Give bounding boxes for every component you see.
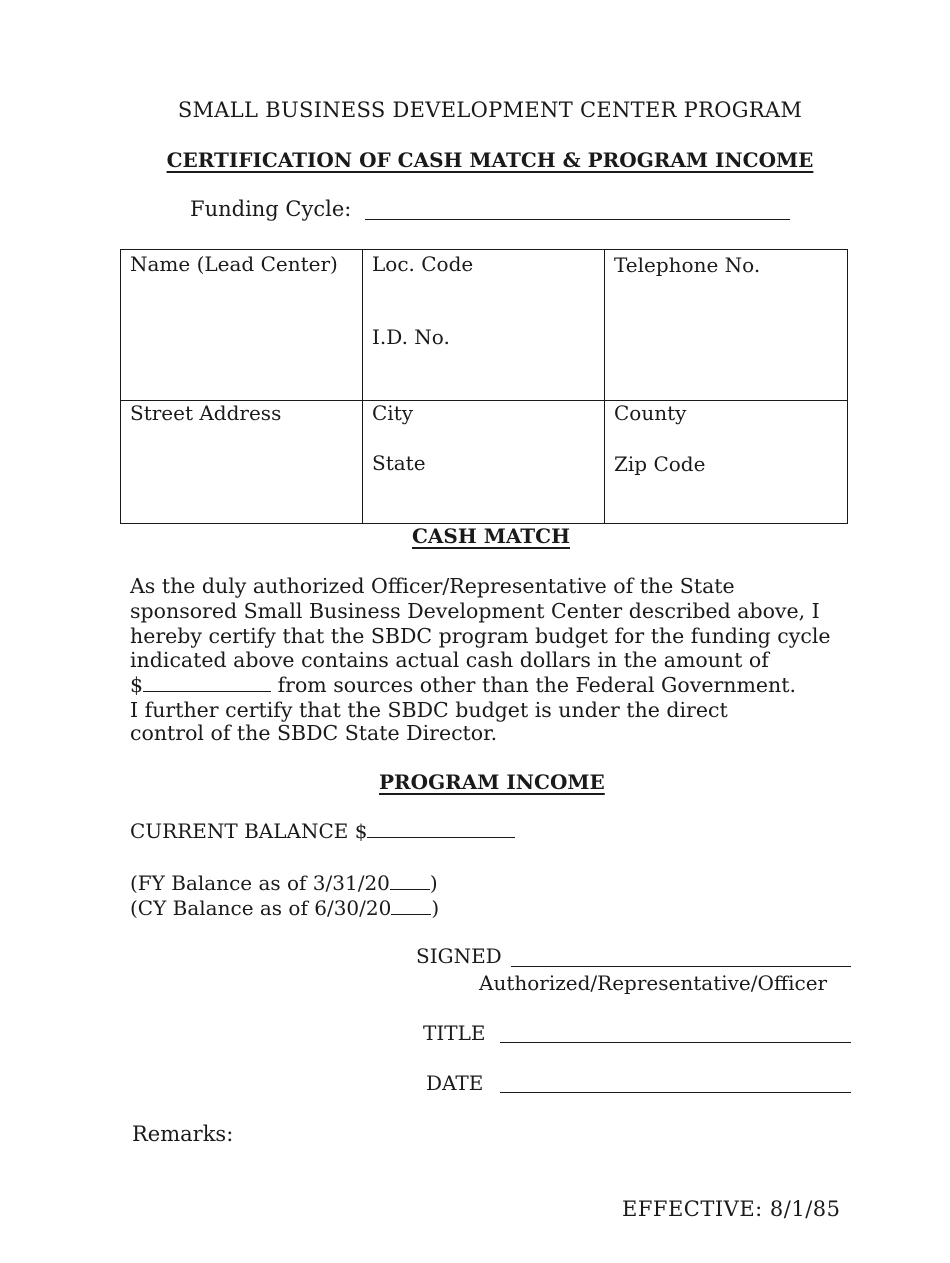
street-address-label: Street Address — [130, 401, 282, 425]
cash-match-line-1: As the duly authorized Officer/Representative of the State — [130, 574, 735, 598]
fy-balance-row — [130, 871, 438, 895]
effective-date: EFFECTIVE: 8/1/85 — [622, 1197, 841, 1221]
telephone-label: Telephone No. — [614, 253, 761, 277]
signed-field[interactable] — [511, 966, 851, 967]
cy-balance-label: (CY Balance as of 6/30/20 — [130, 896, 392, 920]
center-info-table — [120, 249, 848, 524]
telephone-cell[interactable] — [605, 250, 848, 401]
cash-match-line-2: sponsored Small Business Development Center described above, I — [130, 599, 820, 623]
current-balance-field[interactable] — [367, 836, 515, 838]
id-no-label: I.D. No. — [372, 325, 450, 349]
cy-balance-row — [130, 896, 439, 920]
cash-match-line-3: hereby certify that the SBDC program budget for the funding cycle — [130, 624, 831, 648]
fy-year-field[interactable] — [390, 888, 430, 890]
city-label: City — [372, 401, 414, 425]
signed-caption: Authorized/Representative/Officer — [479, 971, 828, 995]
date-label: DATE — [426, 1071, 484, 1095]
cash-match-line-5 — [130, 673, 796, 697]
current-balance-label: CURRENT BALANCE $ — [130, 819, 368, 843]
program-income-heading: PROGRAM INCOME — [379, 770, 605, 794]
loc-code-cell[interactable] — [363, 250, 605, 401]
state-label: State — [372, 451, 426, 475]
street-address-cell[interactable] — [121, 401, 363, 524]
signed-label: SIGNED — [416, 944, 502, 968]
cash-match-line-5-text: from sources other than the Federal Government. — [271, 673, 797, 697]
date-field[interactable] — [500, 1092, 851, 1093]
remarks-label: Remarks: — [132, 1122, 234, 1146]
funding-cycle-field[interactable] — [365, 219, 790, 220]
city-state-cell[interactable] — [363, 401, 605, 524]
cy-balance-close: ) — [431, 896, 440, 920]
title-field[interactable] — [500, 1042, 851, 1043]
cash-match-heading: CASH MATCH — [412, 524, 570, 548]
cash-amount-field[interactable] — [143, 690, 271, 692]
fy-balance-close: ) — [429, 871, 438, 895]
cy-year-field[interactable] — [391, 913, 431, 915]
funding-cycle-label: Funding Cycle: — [190, 197, 352, 221]
county-zip-cell[interactable] — [605, 401, 848, 524]
title-label: TITLE — [423, 1021, 486, 1045]
certification-title: CERTIFICATION OF CASH MATCH & PROGRAM INCOME — [166, 148, 814, 172]
name-lead-center-cell[interactable] — [121, 250, 363, 401]
cash-match-line-6: I further certify that the SBDC budget is under the direct — [130, 698, 728, 722]
county-label: County — [614, 401, 687, 425]
dollar-sign: $ — [130, 673, 144, 697]
zip-code-label: Zip Code — [614, 452, 706, 476]
loc-code-label: Loc. Code — [372, 252, 474, 276]
current-balance-row — [130, 819, 515, 843]
cash-match-line-4: indicated above contains actual cash dollars in the amount of — [130, 648, 769, 672]
program-title: SMALL BUSINESS DEVELOPMENT CENTER PROGRAM — [177, 98, 803, 122]
cash-match-line-7: control of the SBDC State Director. — [130, 721, 498, 745]
name-lead-center-label: Name (Lead Center) — [130, 252, 338, 276]
fy-balance-label: (FY Balance as of 3/31/20 — [130, 871, 390, 895]
